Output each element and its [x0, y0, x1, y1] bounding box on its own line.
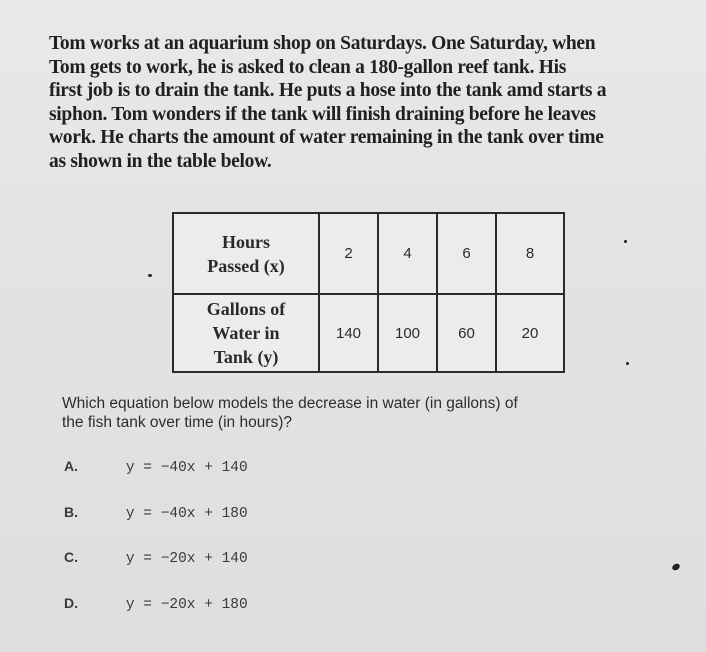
pencil-mark — [148, 274, 152, 277]
choice-letter: B. — [64, 504, 78, 520]
choice-letter: A. — [64, 458, 78, 474]
choice-letter: C. — [64, 549, 78, 565]
pencil-mark — [624, 240, 627, 243]
gallons-header-line: Water in — [212, 323, 280, 343]
hours-cell: 6 — [437, 213, 496, 294]
answer-choice-c[interactable] — [64, 549, 248, 567]
gallons-cell: 60 — [437, 294, 496, 372]
problem-line: siphon. Tom wonders if the tank will finish draining before he leaves — [49, 103, 596, 125]
question-line: Which equation below models the decrease in water (in gallons) of — [62, 395, 518, 412]
choice-equation: y = −40x + 180 — [125, 506, 248, 522]
gallons-header-line: Gallons of — [206, 299, 286, 319]
answer-choice-d[interactable] — [64, 595, 248, 613]
pencil-mark — [671, 562, 681, 571]
problem-line: work. He charts the amount of water remaining in the tank over time — [49, 127, 604, 148]
question-text — [62, 394, 662, 432]
problem-text — [49, 32, 679, 173]
problem-line: Tom works at an aquarium shop on Saturdays. One Saturday, when — [49, 33, 596, 54]
gallons-header-line: Tank (y) — [213, 347, 279, 367]
gallons-cell: 100 — [378, 294, 437, 372]
hours-header-cell — [173, 213, 319, 294]
table-row-gallons — [173, 294, 564, 372]
question-line: the fish tank over time (in hours)? — [62, 414, 293, 431]
problem-line: first job is to drain the tank. He puts a hose into the tank amd starts a — [49, 80, 607, 101]
pencil-mark — [626, 362, 629, 365]
gallons-header-cell — [173, 294, 319, 372]
hours-cell: 4 — [378, 213, 437, 294]
hours-header-line: Hours — [221, 231, 270, 252]
answer-choice-b[interactable] — [64, 504, 248, 522]
problem-line: Tom gets to work, he is asked to clean a 180-gallon reef tank. His — [49, 56, 566, 78]
choice-letter: D. — [64, 595, 78, 611]
gallons-cell: 20 — [496, 294, 564, 372]
choice-equation: y = −20x + 180 — [125, 597, 248, 613]
choice-equation: y = −20x + 140 — [125, 551, 248, 567]
table-row-hours — [173, 213, 564, 294]
answer-choice-a[interactable] — [64, 458, 248, 476]
data-table — [172, 212, 565, 373]
problem-line: as shown in the table below. — [49, 150, 272, 172]
hours-cell: 2 — [319, 213, 378, 294]
hours-header-line: Passed (x) — [207, 255, 285, 276]
choice-equation: y = −40x + 140 — [125, 460, 248, 476]
gallons-cell: 140 — [319, 294, 378, 372]
hours-cell: 8 — [496, 213, 564, 294]
